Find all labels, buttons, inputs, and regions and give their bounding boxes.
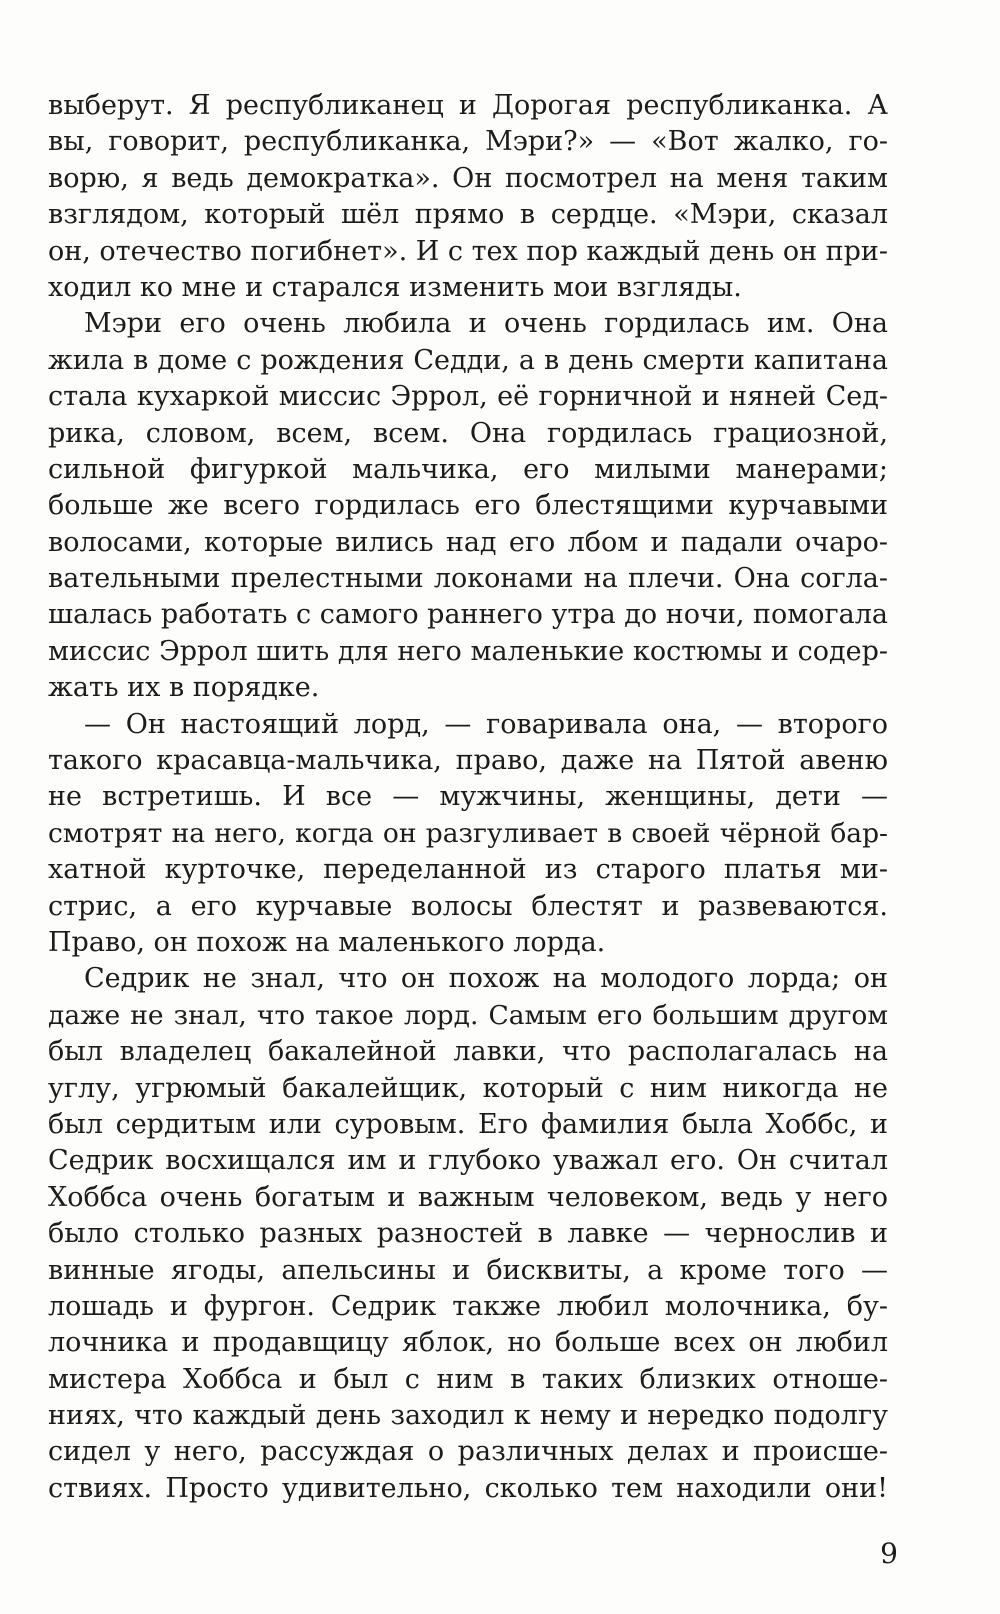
- text-line: вы, говорит, республиканка, Мэри?» — «Вот жалко, го-: [48, 126, 888, 158]
- text-line: Седрик восхищался им и глубоко уважал его. Он считал: [48, 1145, 888, 1177]
- text-line: сидел у него, рассуждая о различных делах и происше-: [48, 1436, 888, 1468]
- text-line: ворю, я ведь демократка». Он посмотрел на меня таким: [48, 162, 888, 194]
- text-line: сильной фигуркой мальчика, его милыми манерами;: [48, 453, 888, 485]
- text-line: жать их в порядке.: [48, 672, 320, 704]
- text-line: миссис Эррол шить для него маленькие костюмы и содер-: [48, 635, 888, 667]
- text-line: стрис, а его курчавые волосы блестят и развеваются.: [48, 890, 888, 922]
- text-line: рика, словом, всем, всем. Она гордилась грациозной,: [48, 417, 888, 449]
- text-line: такого красавца-мальчика, право, даже на Пятой авеню: [48, 745, 888, 777]
- text-line: Седрик не знал, что он похож на молодого лорда; он: [84, 963, 888, 995]
- text-line: даже не знал, что такое лорд. Самым его большим другом: [48, 999, 888, 1031]
- text-line: шалась работать с самого раннего утра до ночи, помогала: [48, 599, 889, 631]
- text-line: взглядом, который шёл прямо в сердце. «Мэри, сказал: [48, 199, 888, 231]
- text-line: лошадь и фургон. Седрик также любил молочника, бу-: [48, 1290, 888, 1322]
- text-line: было столько разных разностей в лавке — чернослив и: [48, 1218, 888, 1250]
- text-line: Право, он похож на маленького лорда.: [48, 926, 606, 958]
- text-line: хатной курточке, переделанной из старого платья ми-: [48, 854, 888, 886]
- body-text: [48, 88, 888, 1507]
- text-line: лочника и продавщицу яблок, но больше всех он любил: [48, 1327, 888, 1359]
- text-line: стала кухаркой миссис Эррол, её горничной и няней Сед-: [48, 381, 888, 413]
- text-line: вательными прелестными локонами на плечи. Она согла-: [48, 563, 888, 595]
- text-line: Хоббса очень богатым и важным человеком, ведь у него: [48, 1181, 888, 1213]
- text-line: смотрят на него, когда он разгуливает в своей чёрной бар-: [48, 817, 888, 849]
- text-line: ходил ко мне и старался изменить мои взгляды.: [48, 271, 742, 303]
- text-line: углу, угрюмый бакалейщик, который с ним никогда не: [48, 1072, 888, 1104]
- text-line: был сердитым или суровым. Его фамилия была Хоббс, и: [48, 1108, 888, 1140]
- page-number: 9: [880, 1537, 898, 1570]
- text-line: он, отечество погибнет». И с тех пор каждый день он при-: [48, 235, 889, 267]
- text-line: был владелец бакалейной лавки, что располагалась на: [48, 1036, 888, 1068]
- text-line: выберут. Я республиканец и Дорогая республиканка. А: [48, 90, 888, 121]
- text-line: винные ягоды, апельсины и бисквиты, а кроме того —: [48, 1254, 888, 1286]
- text-line: ниях, что каждый день заходил к нему и нередко подолгу: [48, 1400, 888, 1432]
- text-line: больше же всего гордилась его блестящими курчавыми: [48, 490, 888, 522]
- text-line: жила в доме с рождения Седди, а в день смерти капитана: [48, 344, 888, 376]
- text-line: мистера Хоббса и был с ним в таких близких отноше-: [48, 1363, 888, 1395]
- text-line: ствиях. Просто удивительно, сколько тем находили они!: [48, 1472, 888, 1504]
- text-line: не встретишь. И все — мужчины, женщины, дети —: [48, 781, 888, 813]
- text-line: волосами, которые вились над его лбом и падали очаро-: [48, 526, 888, 558]
- text-line: — Он настоящий лорд, — говаривала она, — второго: [84, 708, 888, 740]
- text-line: Мэри его очень любила и очень гордилась им. Она: [84, 308, 888, 340]
